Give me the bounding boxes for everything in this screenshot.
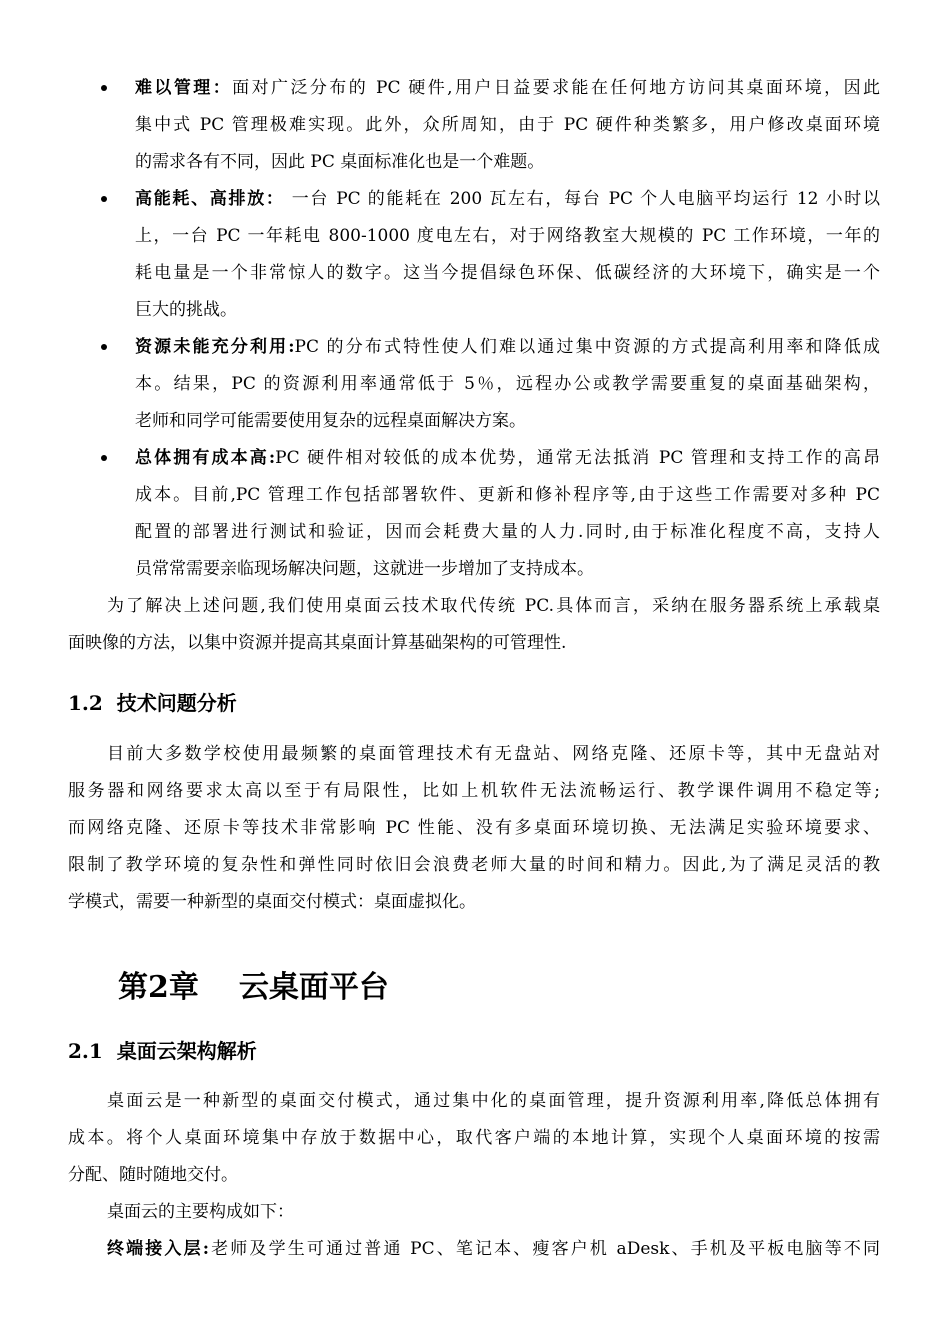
bullet-text: 面对广泛分布的 PC 硬件,用户日益要求能在任何地方访问其桌面环境，因此 xyxy=(232,78,881,98)
paragraph-line xyxy=(68,816,880,840)
paragraph-line xyxy=(68,779,880,803)
terminal-layer-term: 终端接入层: xyxy=(107,1239,209,1259)
paragraph-line xyxy=(68,1163,238,1187)
bullet-text: 耗电量是一个非常惊人的数字。这当今提倡绿色环保、低碳经济的大环境下，确实是一个 xyxy=(135,263,880,283)
bullet-dot xyxy=(101,85,107,91)
paragraph-line xyxy=(107,1237,880,1261)
paragraph-text: 成本。将个人桌面环境集中存放于数据中心，取代客户端的本地计算，实现个人桌面环境的按需 xyxy=(68,1128,880,1148)
bullet-line xyxy=(135,446,880,470)
paragraph-text: 面映像的方法，以集中资源并提高其桌面计算基础架构的可管理性. xyxy=(68,633,567,653)
bullet-line xyxy=(135,187,880,211)
bullet-term: 难以管理： xyxy=(135,78,233,98)
bullet-text: 成本。目前,PC 管理工作包括部署软件、更新和修补程序等,由于这些工作需要对多种 PC xyxy=(135,485,880,505)
paragraph-text: 桌面云的主要构成如下： xyxy=(107,1202,294,1222)
bullet-term: 高能耗、高排放： xyxy=(135,189,285,209)
section-heading xyxy=(68,1038,257,1064)
bullet-line xyxy=(135,224,880,248)
paragraph-line xyxy=(107,1200,294,1224)
bullet-line xyxy=(135,372,880,396)
bullet-term: 总体拥有成本高: xyxy=(135,448,276,468)
bullet-term: 资源未能充分利用: xyxy=(135,337,295,357)
bullet-text: 巨大的挑战。 xyxy=(135,300,237,320)
paragraph-text: 分配、随时随地交付。 xyxy=(68,1165,238,1185)
section-number: 2.1 xyxy=(68,1039,103,1063)
bullet-line xyxy=(135,335,880,359)
paragraph-line xyxy=(68,1126,880,1150)
paragraph-line xyxy=(107,594,880,618)
bullet-line xyxy=(135,261,880,285)
chapter-heading xyxy=(118,970,389,1006)
paragraph-text: 为了解决上述问题,我们使用桌面云技术取代传统 PC.具体而言，采纳在服务器系统上承载桌 xyxy=(107,596,880,616)
bullet-dot xyxy=(101,344,107,350)
paragraph-text: 而网络克隆、还原卡等技术非常影响 PC 性能、没有多桌面环境切换、无法满足实验环境要求、 xyxy=(68,818,880,838)
bullet-text: 集中式 PC 管理极难实现。此外，众所周知，由于 PC 硬件种类繁多，用户修改桌面环境 xyxy=(135,115,880,135)
section-title: 技术问题分析 xyxy=(116,691,237,715)
chapter-label: 第2章 xyxy=(118,970,199,1005)
paragraph-text: 桌面云是一种新型的桌面交付模式，通过集中化的桌面管理，提升资源利用率,降低总体拥有 xyxy=(107,1091,880,1111)
bullet-dot xyxy=(101,455,107,461)
bullet-text: 员常常需要亲临现场解决问题，这就进一步增加了支持成本。 xyxy=(135,559,594,579)
bullet-text: 本。结果，PC 的资源利用率通常低于 5％，远程办公或教学需要重复的桌面基础架构， xyxy=(135,374,880,394)
paragraph-line xyxy=(107,742,880,766)
bullet-line xyxy=(135,298,237,322)
section-number: 1.2 xyxy=(68,691,103,715)
bullet-line xyxy=(135,113,880,137)
bullet-text: 上，一台 PC 一年耗电 800-1000 度电左右，对于网络教室大规模的 PC 工作环境，一年的 xyxy=(135,226,880,246)
bullet-text: 的需求各有不同，因此 PC 桌面标准化也是一个难题。 xyxy=(135,152,545,172)
bullet-line xyxy=(135,76,880,100)
bullet-text: PC 硬件相对较低的成本优势，通常无法抵消 PC 管理和支持工作的高昂 xyxy=(275,448,880,468)
terminal-layer-text: 老师及学生可通过普通 PC、笔记本、瘦客户机 aDesk、手机及平板电脑等不同 xyxy=(209,1239,880,1259)
paragraph-text: 目前大多数学校使用最频繁的桌面管理技术有无盘站、网络克隆、还原卡等，其中无盘站对 xyxy=(107,744,880,764)
section-heading xyxy=(68,690,237,716)
paragraph-line xyxy=(68,631,566,655)
paragraph-text: 学模式，需要一种新型的桌面交付模式：桌面虚拟化。 xyxy=(68,892,476,912)
bullet-line xyxy=(135,483,880,507)
chapter-title: 云桌面平台 xyxy=(238,970,389,1005)
bullet-text: 老师和同学可能需要使用复杂的远程桌面解决方案。 xyxy=(135,411,526,431)
bullet-text: PC 的分布式特性使人们难以通过集中资源的方式提高利用率和降低成 xyxy=(294,337,880,357)
bullet-dot xyxy=(101,196,107,202)
bullet-line xyxy=(135,409,526,433)
paragraph-line xyxy=(68,853,880,877)
bullet-text: 一台 PC 的能耗在 200 瓦左右，每台 PC 个人电脑平均运行 12 小时以 xyxy=(284,189,881,209)
paragraph-line xyxy=(107,1089,880,1113)
bullet-line xyxy=(135,520,880,544)
paragraph-line xyxy=(68,890,476,914)
bullet-line xyxy=(135,150,544,174)
bullet-line xyxy=(135,557,594,581)
paragraph-text: 服务器和网络要求太高以至于有局限性，比如上机软件无法流畅运行、教学课件调用不稳定等; xyxy=(68,781,880,801)
bullet-text: 配置的部署进行测试和验证，因而会耗费大量的人力.同时,由于标准化程度不高，支持人 xyxy=(135,522,880,542)
section-title: 桌面云架构解析 xyxy=(116,1039,257,1063)
paragraph-text: 限制了教学环境的复杂性和弹性同时依旧会浪费老师大量的时间和精力。因此,为了满足灵活的教 xyxy=(68,855,880,875)
